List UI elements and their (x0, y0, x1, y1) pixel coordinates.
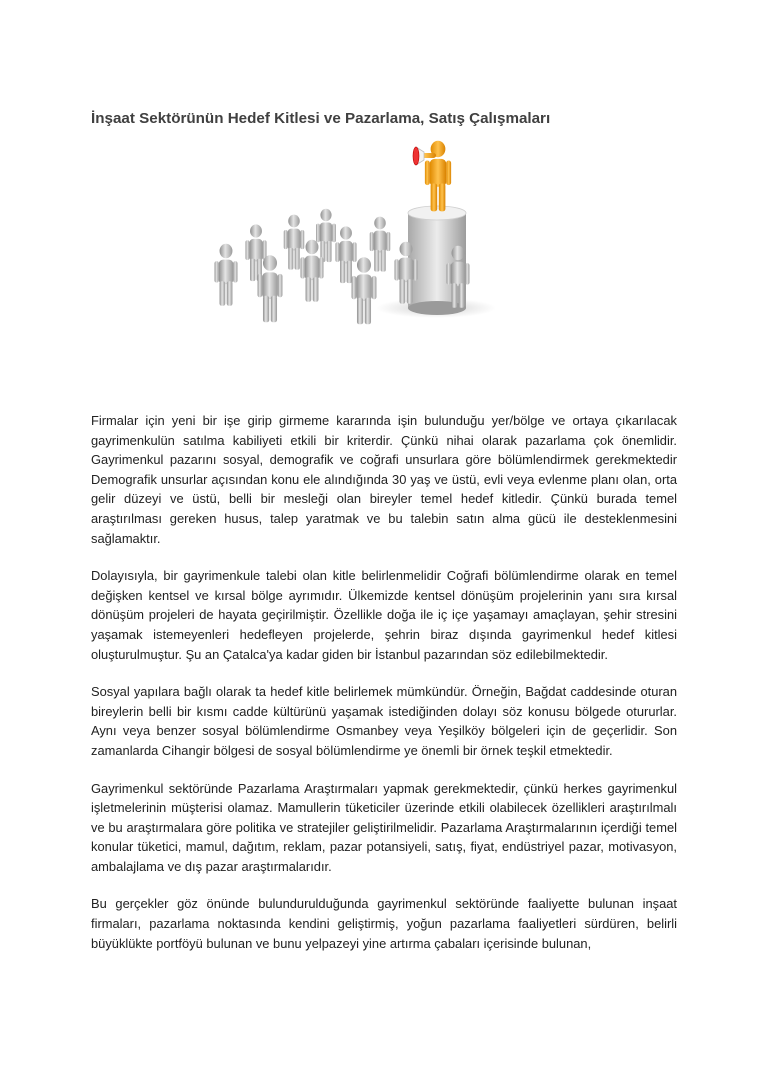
paragraph: Bu gerçekler göz önünde bulundurulduğunda gayrimenkul sektöründe faaliyette bulunan inşaat firmaları, pazarlama noktasında kendini geliştirmiş, yoğun pazarlama faaliyetleri sürdüren, belirli büyüklükte portföyü bulunan ve bunu yelpazeyi yine artırma çabaları içerisinde bulunan, (91, 896, 677, 951)
megaphone-icon (413, 147, 424, 165)
paragraph: Gayrimenkul sektöründe Pazarlama Araştırmaları yapmak gerekmektedir, çünkü herkes gayrimenkul işletmelerinin müşterisi olamaz. Mamullerin tüketiciler üzerinde etkili olabilecek özellikleri araştırılmalı ve bu araştırmalara göre politika ve stratejiler geliştirilmelidir. Pazarlama Araştırmalarının içerdiği temel konular tüketici, mamul, dağıtım, reklam, pazar potansiyeli, satış, fiyat, endüstriyel pazar, motivasyon, ambalajlama ve dış pazar araştırmalarıdır. (91, 780, 677, 874)
paragraph: Firmalar için yeni bir işe girip girmeme kararında işin bulunduğu yer/bölge ve ortaya çıkarılacak gayrimenkulün satılma kabiliyeti etkili bir kriterdir. Çünkü nihai olarak pazarlama çok önemlidir. Gayrimenkul pazarını sosyal, demografik ve coğrafi unsurlara göre bölümlendirmek gerekmektedir Demografik unsurlar açısından konu ele alındığında 30 yaş ve üstü, evli veya evlenme planı olan, orta gelir düzeyi ve üstü, belli bir mesleği olan bireyler temel hedef kitledir. Çünkü burada temel araştırılması gereken husus, talep yaratmak ve bu talebin satın alma gücü ile desteklenmesini sağlamaktır. (91, 413, 677, 546)
paragraph: Sosyal yapılara bağlı olarak ta hedef kitle belirlemek mümkündür. Örneğin, Bağdat caddesinde oturan bireylerin belli bir kısmı cadde kültürünü yaşamak istediğinden dolayı söz konusu bölgede otururlar. Aynı veya benzer sosyal bölümlendirme Osmanbey veya Yeşilköy bölgeleri için de geçerlidir. Son zamanlarda Cihangir bölgesi de sosyal bölümlendirme ye önemli bir örnek teşkil etmektedir. (91, 684, 677, 758)
people-target-audience-illustration (186, 133, 506, 373)
page-title: İnşaat Sektörünün Hedef Kitlesi ve Pazarlama, Satış Çalışmaları (91, 110, 551, 127)
paragraph: Dolayısıyla, bir gayrimenkule talebi olan kitle belirlenmelidir Coğrafi bölümlendirme olarak en temel değişken kentsel ve kırsal bölge ayrımıdır. Ülkemizde kentsel dönüşüm projelerinin yanı sıra kırsal dönüşüm projeleri de hayata geçirilmiştir. Özellikle doğa ile iç içe yaşamayı amaçlayan, şehir stresini yaşamak istemeyenleri hedefleyen projelerde, şehrin biraz dışında gayrimenkul hedef kitlesi oluşturulmuştur. Şu an Çatalca'ya kadar giden bir İstanbul pazarından söz edilebilmektedir. (91, 568, 677, 662)
body-text (91, 411, 677, 971)
